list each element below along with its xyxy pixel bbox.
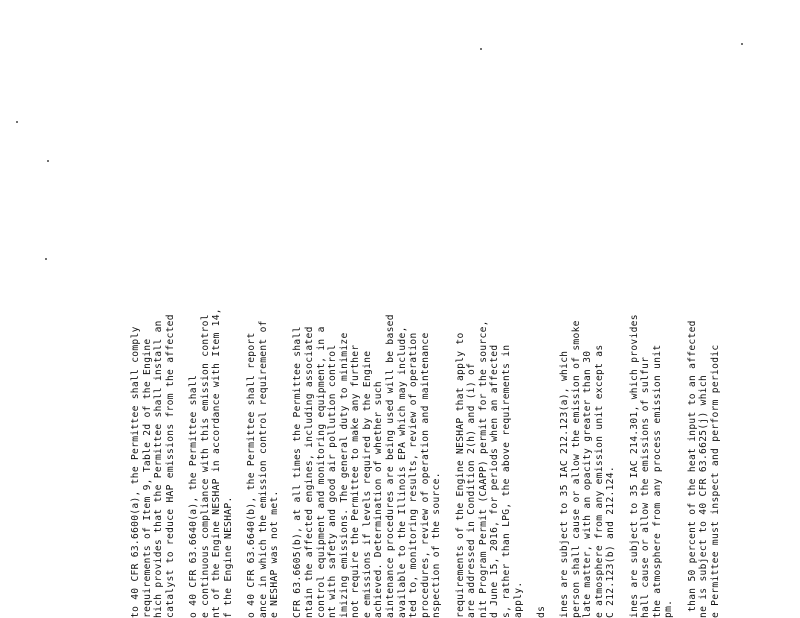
paragraph [629, 98, 675, 618]
text-line: ntain the affected engines, including associated [303, 326, 315, 618]
text-line: o 40 CFR 63.6640(b), the Permittee shall report [245, 332, 257, 618]
text-line: pm. [663, 599, 675, 618]
text-line: hall cause or allow the emissions of sulfur [640, 356, 652, 618]
text-line: not require the Permittee to make any further [350, 344, 362, 618]
text-line: achieved. Determination of whether such [373, 381, 385, 618]
text-line: s, rather than LPG, the above requirements in [501, 344, 512, 618]
scan-speck [741, 43, 743, 45]
text-line: available to the Illinois EPA which may include, [396, 326, 408, 618]
text-line: the atmosphere from any process emission unit [651, 344, 663, 618]
paragraph [536, 98, 548, 618]
paragraph [455, 98, 525, 618]
text-line: nspection of the source. [431, 472, 443, 618]
text-line: apply. [512, 581, 524, 618]
scan-speck [47, 160, 49, 162]
text-line: CFR 63.6605(b), at all times the Permittee shall [292, 326, 304, 618]
text-line: f the Engine NESHAP. [222, 496, 234, 618]
text-line: e emissions if levels required by the Engine [361, 350, 373, 618]
text-line: than 50 percent of the heat input to an affected [686, 320, 698, 618]
text-line: are addressed in Condition 2(h) and (i) of [466, 362, 478, 618]
text-line: hich provides that the Permittee shall install an [153, 320, 165, 618]
paragraph [246, 98, 281, 618]
text-line: late matter, with an opacity greater than 30 [582, 350, 594, 618]
text-line: nit Program Permit (CAAPP) permit for the source, [477, 320, 489, 618]
text-line: ines are subject to 35 IAC 214.301, which provides [628, 314, 640, 618]
text-line: nt of the Engine NESHAP in accordance with Item 14, [211, 308, 223, 618]
rotated-text-block [130, 98, 721, 618]
scan-speck [45, 258, 47, 260]
paragraph [687, 98, 722, 618]
document-body [130, 98, 733, 618]
text-line: e atmosphere from any emission unit except as [593, 344, 605, 618]
text-line: aintenance procedures are being used will be based [385, 314, 397, 618]
text-line: person shall cause or allow the emission of smoke [570, 320, 582, 618]
paragraph [130, 98, 176, 618]
text-line: control equipment and monitoring equipment, in a [315, 326, 327, 618]
scan-speck [480, 48, 482, 50]
paragraph [188, 98, 234, 618]
text-line: to 40 CFR 63.6600(a), the Permittee shall comply [130, 326, 141, 618]
text-line: ne is subject to 40 CFR 63.6625(j) which [698, 374, 710, 618]
text-line: ds [535, 605, 547, 618]
text-line: catalyst to reduce HAP emissions from the affected [164, 314, 176, 618]
text-line: ance in which the emission control requirement of [257, 320, 269, 618]
text-line: ines are subject to 35 IAC 212.123(a), which [558, 350, 570, 618]
text-line: d June 15, 2016, for periods when an affected [489, 344, 501, 618]
text-line: imizing emissions. The general duty to minimize [338, 332, 350, 618]
text-line: o 40 CFR 63.6640(a), the Permittee shall [187, 374, 199, 618]
paragraph [559, 98, 617, 618]
scan-speck [16, 121, 18, 123]
text-line: e NESHAP was not met. [269, 490, 281, 618]
text-line: procedures, review of operation and maintenance [419, 332, 431, 618]
text-line: ted to, monitoring results, review of operation [408, 332, 420, 618]
text-line: requirements of the Engine NESHAP that apply to [454, 332, 466, 618]
text-line: C 212.123(b) and 212.124. [605, 466, 617, 618]
text-line: e Permittee must inspect and perform periodic [709, 344, 721, 618]
paragraph [292, 98, 443, 618]
text-line: e continuous compliance with this emission control [199, 314, 211, 618]
text-line: nt with safety and good air pollution control [327, 344, 339, 618]
text-line: requirements of Item 9, Table 2d of the Engine [141, 338, 153, 618]
